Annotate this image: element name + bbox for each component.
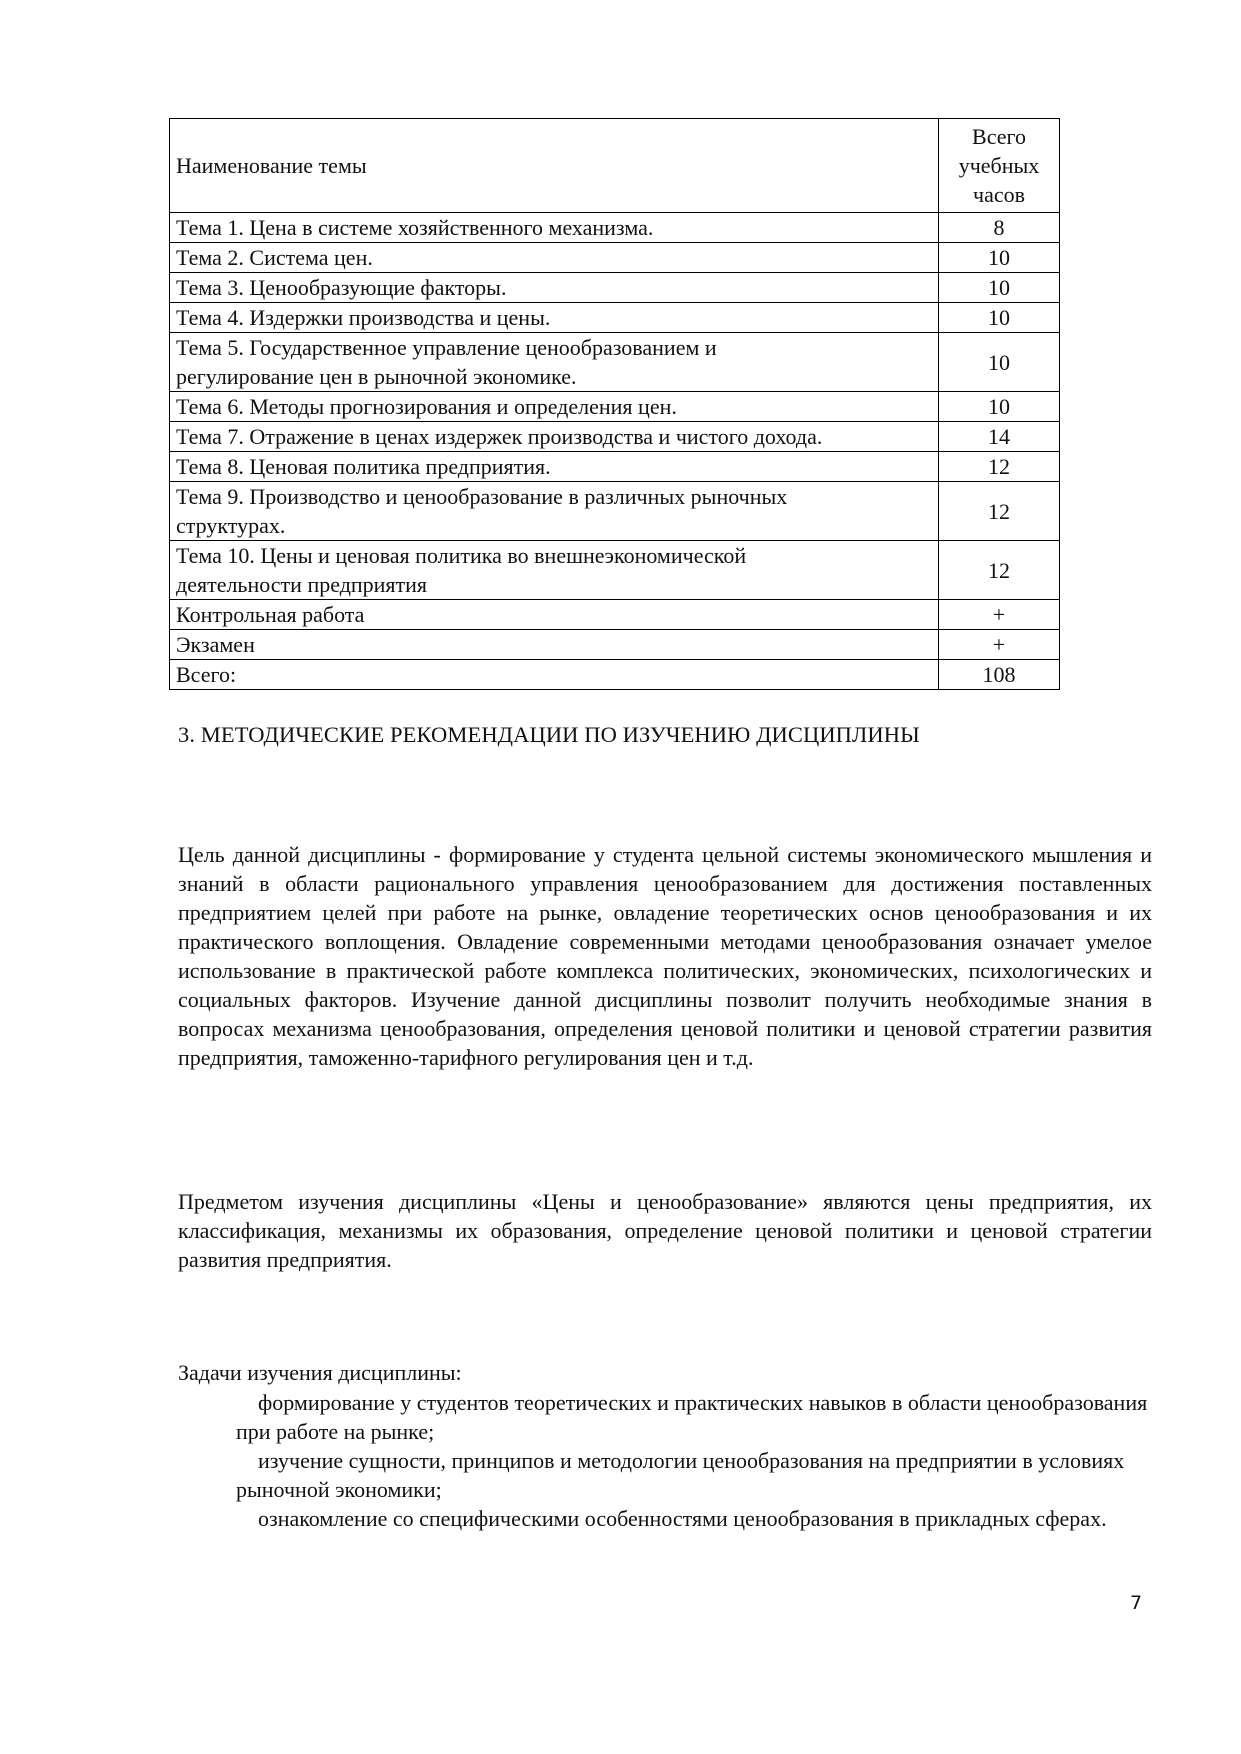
topic-name-line: Тема 8. Ценовая политика предприятия. (176, 454, 551, 479)
topic-name-cell (170, 273, 939, 303)
hours-cell: 14 (939, 422, 1060, 452)
topic-name-line: Тема 3. Ценообразующие факторы. (176, 275, 507, 300)
topic-name-line: Тема 7. Отражение в ценах издержек производства и чистого дохода. (176, 424, 823, 449)
topic-name-line: Тема 1. Цена в системе хозяйственного механизма. (176, 215, 654, 240)
table-row (170, 660, 1060, 690)
table-row (170, 630, 1060, 660)
topic-name-cell (170, 422, 939, 452)
topic-name-line: Тема 4. Издержки производства и цены. (176, 305, 551, 330)
table-row (170, 333, 1060, 392)
paragraph-goal: Цель данной дисциплины - формирование у студента цельной системы экономического мышления и знаний в области рационального управления ценообразованием для достижения поставленных предприятием целей при работе на рынке, овладение теоретических основ ценообразования и их практического воплощения. Овладение современными методами ценообразования означает умелое использование в практической работе комплекса политических, экономических, психологических и социальных факторов. Изучение данной дисциплины позволит получить необходимые знания в вопросах механизма ценообразования, определения ценовой политики и ценовой стратегии развития предприятия, таможенно-тарифного регулирования цен и т.д. (178, 842, 1152, 1070)
topic-name-cell (170, 541, 939, 600)
header-topic-name: Наименование темы (170, 119, 939, 213)
page-number: 7 (1130, 1592, 1143, 1614)
section-title: 3. МЕТОДИЧЕСКИЕ РЕКОМЕНДАЦИИ ПО ИЗУЧЕНИЮ ДИСЦИПЛИНЫ (178, 722, 920, 747)
topic-name-cell (170, 482, 939, 541)
topic-name-cell (170, 333, 939, 392)
hours-cell: 10 (939, 273, 1060, 303)
topic-name-line: регулирование цен в рыночной экономике. (176, 364, 577, 389)
topic-name-line: структурах. (176, 513, 286, 538)
hours-cell: 108 (939, 660, 1060, 690)
hours-cell: 10 (939, 303, 1060, 333)
hours-cell: + (939, 600, 1060, 630)
table-row (170, 243, 1060, 273)
topic-name-cell (170, 213, 939, 243)
hours-cell: 12 (939, 452, 1060, 482)
header-hours-line: учебных (958, 153, 1040, 178)
table-row (170, 303, 1060, 333)
list-item: изучение сущности, принципов и методологии ценообразования на предприятии в условиях рыночной экономики; (236, 1448, 1125, 1502)
topic-name-line: Экзамен (176, 632, 255, 657)
table-row (170, 482, 1060, 541)
topic-name-cell (170, 303, 939, 333)
list-item: ознакомление со специфическими особенностями ценообразования в прикладных сферах. (258, 1506, 1107, 1531)
hours-cell: 10 (939, 333, 1060, 392)
topic-name-line: Тема 6. Методы прогнозирования и определения цен. (176, 394, 677, 419)
hours-cell: 12 (939, 482, 1060, 541)
topic-name-line: Тема 10. Цены и ценовая политика во внешнеэкономической (176, 543, 747, 568)
topic-name-cell (170, 600, 939, 630)
tasks-heading: Задачи изучения дисциплины: (178, 1360, 462, 1385)
hours-cell: 8 (939, 213, 1060, 243)
topic-name-line: Всего: (176, 662, 237, 687)
header-hours-line: часов (973, 182, 1025, 207)
table-row (170, 213, 1060, 243)
hours-cell: + (939, 630, 1060, 660)
topic-name-line: Тема 2. Система цен. (176, 245, 373, 270)
table-row (170, 422, 1060, 452)
topic-name-cell (170, 630, 939, 660)
hours-cell: 10 (939, 392, 1060, 422)
hours-cell: 10 (939, 243, 1060, 273)
topic-name-cell (170, 392, 939, 422)
topic-name-line: деятельности предприятия (176, 572, 428, 597)
topic-name-line: Тема 9. Производство и ценообразование в различных рыночных (176, 484, 788, 509)
hours-cell: 12 (939, 541, 1060, 600)
topics-hours-table (169, 118, 1060, 690)
table-row (170, 541, 1060, 600)
table-row (170, 392, 1060, 422)
topic-name-cell (170, 243, 939, 273)
list-item: формирование у студентов теоретических и практических навыков в области ценообразования при работе на рынке; (236, 1390, 1148, 1444)
header-total-hours (939, 119, 1060, 213)
table-row (170, 600, 1060, 630)
tasks-list (236, 1388, 1166, 1533)
paragraph-subject: Предметом изучения дисциплины «Цены и ценообразование» являются цены предприятия, их классификация, механизмы их образования, определение ценовой политики и ценовой стратегии развития предприятия. (178, 1189, 1152, 1272)
topic-name-cell (170, 452, 939, 482)
table-row (170, 273, 1060, 303)
topic-name-line: Контрольная работа (176, 602, 365, 627)
topic-name-line: Тема 5. Государственное управление ценообразованием и (176, 335, 717, 360)
topic-name-cell (170, 660, 939, 690)
table-header-row (170, 119, 1060, 213)
header-hours-line: Всего (972, 124, 1026, 149)
table-row (170, 452, 1060, 482)
